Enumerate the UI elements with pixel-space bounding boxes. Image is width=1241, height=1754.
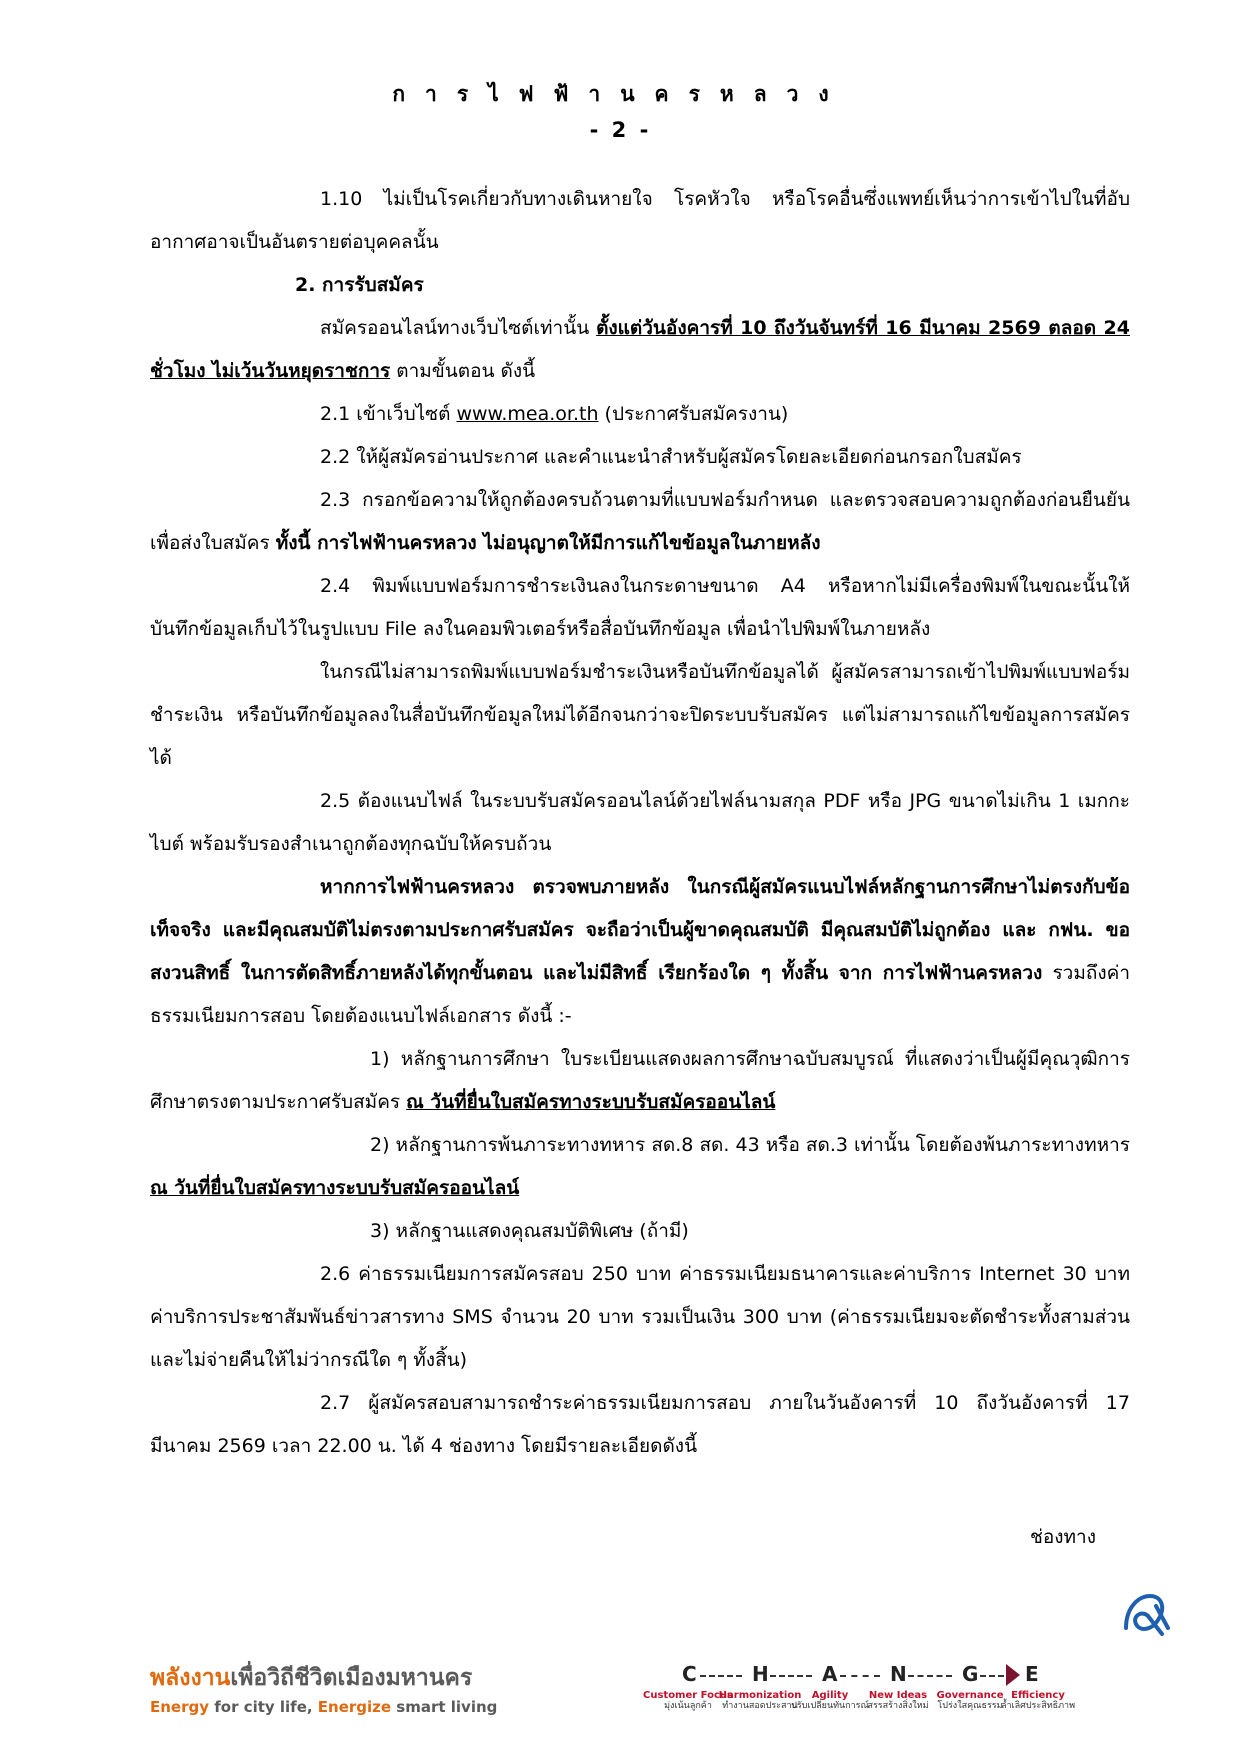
- doc-1-date: ณ วันที่ยื่นใบสมัครทางระบบรับสมัครออนไลน์: [406, 1091, 776, 1113]
- slogan-thai: [150, 1660, 497, 1696]
- application-period: ตั้งแต่วันอังคารที่ 10 ถึงวันจันทร์ที่ 16 มีนาคม 2569 ตลอด 24 ชั่วโมง ไม่เว้นวันหยุดราชการ: [150, 317, 1130, 382]
- dash-line: [770, 1675, 812, 1677]
- slogan-english: [150, 1698, 497, 1716]
- value-th: ทำงานสอดประสาน: [722, 1701, 798, 1711]
- slogan-th-highlight: พลังงาน: [150, 1665, 231, 1691]
- value-en: Agility: [811, 1690, 849, 1701]
- slogan-en-3: Energize: [317, 1698, 392, 1716]
- section-2-intro: [150, 307, 1130, 393]
- slogan-en-2: for city life,: [209, 1698, 318, 1716]
- change-values-banner: [643, 1662, 1130, 1742]
- value-en: Customer Focus: [643, 1690, 733, 1701]
- step-2-3: [150, 479, 1130, 565]
- step-2-1-text: 2.1 เข้าเว็บไซต์: [320, 403, 457, 425]
- section-2-title: [150, 264, 1130, 307]
- change-letter-n: N: [890, 1662, 907, 1686]
- step-2-1: [150, 393, 1130, 436]
- value-th: ปรับเปลี่ยนทันการณ์: [791, 1701, 869, 1711]
- warning-bold: หากการไฟฟ้านครหลวง ตรวจพบภายหลัง ในกรณีผู้สมัครแนบไฟล์หลักฐานการศึกษาไม่ตรงกับข้อเท็จจริง และมีคุณสมบัติไม่ตรงตามประกาศรับสมัคร จะถือว่าเป็นผู้ขาดคุณสมบัติ มีคุณสมบัติไม่ถูกต้อง และ กฟน. ขอสงวนสิทธิ์ ในการตัดสิทธิ์ภายหลังได้ทุกขั้นตอน และไม่มีสิทธิ์ เรียกร้องใด ๆ ทั้งสิ้น จาก การไฟฟ้านครหลวง: [150, 876, 1130, 984]
- step-2-3-text: 2.3 กรอกข้อความให้ถูกต้องครบถ้วนตามที่แบบฟอร์มกำหนด และตรวจสอบความถูกต้องก่อนยืนยัน เพื่อส่งใบสมัคร: [150, 489, 1130, 554]
- step-2-6: 2.6 ค่าธรรมเนียมการสมัครสอบ 250 บาท ค่าธรรมเนียมธนาคารและค่าบริการ Internet 30 บาท ค่าบริการประชาสัมพันธ์ข่าวสารทาง SMS จำนวน 20 บาท รวมเป็นเงิน 300 บาท (ค่าธรรมเนียมจะตัดชำระทั้งสามส่วนและไม่จ่ายคืนให้ไม่ว่ากรณีใด ๆ ทั้งสิ้น): [150, 1263, 1130, 1371]
- organization-header: การไฟฟ้านครหลวง: [392, 82, 849, 106]
- value-th: โปร่งใสคุณธรรม: [937, 1701, 1003, 1711]
- page-number: - 2 -: [589, 118, 652, 142]
- slogan-en-1: Energy: [150, 1698, 210, 1716]
- required-doc-2: [150, 1124, 1130, 1210]
- warning-tail: รวมถึงค่าธรรมเนียมการสอบ โดยต้องแนบไฟล์เอกสาร ดังนี้ :-: [150, 962, 1130, 1027]
- doc-1-text: 1) หลักฐานการศึกษา ใบระเบียนแสดงผลการศึกษาฉบับสมบูรณ์ ที่แสดงว่าเป็นผู้มีคุณวุฒิการศึกษาตรงตามประกาศรับสมัคร: [150, 1048, 1130, 1113]
- section-title-text: 2. การรับสมัคร: [295, 274, 424, 296]
- slogan-en-4: smart living: [391, 1698, 498, 1716]
- dash-line: [700, 1675, 742, 1677]
- mea-website-link[interactable]: www.mea.or.th: [456, 403, 599, 425]
- slogan-th-rest: เพื่อวิถีชีวิตเมืองมหานคร: [230, 1665, 473, 1691]
- step-2-2: 2.2 ให้ผู้สมัครอ่านประกาศ และคำแนะนำสำหรับผู้สมัครโดยละเอียดก่อนกรอกใบสมัคร: [320, 446, 1022, 468]
- step-2-4: 2.4 พิมพ์แบบฟอร์มการชำระเงินลงในกระดาษขนาด A4 หรือหากไม่มีเครื่องพิมพ์ในขณะนั้นให้บันทึกข้อมูลเก็บไว้ในรูปแบบ File ลงในคอมพิวเตอร์หรือสื่อบันทึกข้อมูล เพื่อนำไปพิมพ์ในภายหลัง: [150, 575, 1130, 640]
- value-th: สรรสร้างสิ่งใหม่: [867, 1701, 929, 1711]
- value-en: Efficiency: [1011, 1690, 1065, 1701]
- value-en: Harmonization: [718, 1690, 802, 1701]
- value-th: ล้ำเลิศประสิทธิภาพ: [1000, 1701, 1076, 1711]
- value-en: New Ideas: [868, 1690, 928, 1701]
- doc-2-date: ณ วันที่ยื่นใบสมัครทางระบบรับสมัครออนไลน์: [150, 1177, 520, 1199]
- change-letter-e: E: [1025, 1662, 1039, 1686]
- value-th: มุ่งเน้นลูกค้า: [664, 1701, 712, 1711]
- mea-logo-icon: [1118, 1588, 1174, 1644]
- footer-slogan: [150, 1660, 497, 1716]
- required-doc-3: 3) หลักฐานแสดงคุณสมบัติพิเศษ (ถ้ามี): [370, 1220, 689, 1242]
- dash-line: [840, 1675, 880, 1677]
- arrow-icon: [1006, 1664, 1020, 1686]
- no-edit-notice: ทั้งนี้ การไฟฟ้านครหลวง ไม่อนุญาตให้มีการแก้ไขข้อมูลในภายหลัง: [275, 532, 821, 554]
- value-efficiency: [993, 1690, 1083, 1712]
- document-body: [150, 178, 1130, 1468]
- change-letters: [670, 1662, 1130, 1690]
- change-letter-h: H: [752, 1662, 769, 1686]
- paragraph-1-10: 1.10 ไม่เป็นโรคเกี่ยวกับทางเดินหายใจ โรคหัวใจ หรือโรคอื่นซึ่งแพทย์เห็นว่าการเข้าไปในที่อับอากาศอาจเป็นอันตรายต่อบุคคลนั้น: [150, 188, 1130, 253]
- change-letter-c: C: [682, 1662, 697, 1686]
- intro-part-a: สมัครออนไลน์ทางเว็บไซต์เท่านั้น: [320, 317, 597, 339]
- step-2-5-warning: [150, 866, 1130, 1038]
- change-letter-g: G: [962, 1662, 979, 1686]
- continued-word: ช่องทาง: [1029, 1526, 1096, 1548]
- required-doc-1: [150, 1038, 1130, 1124]
- value-en: Governance: [936, 1690, 1004, 1701]
- step-2-7: 2.7 ผู้สมัครสอบสามารถชำระค่าธรรมเนียมการสอบ ภายในวันอังคารที่ 10 ถึงวันอังคารที่ 17 มีนาคม 2569 เวลา 22.00 น. ได้ 4 ช่องทาง โดยมีรายละเอียดดังนี้: [150, 1392, 1130, 1457]
- step-2-4-note: ในกรณีไม่สามารถพิมพ์แบบฟอร์มชำระเงินหรือบันทึกข้อมูลได้ ผู้สมัครสามารถเข้าไปพิมพ์แบบฟอร์มชำระเงิน หรือบันทึกข้อมูลลงในสื่อบันทึกข้อมูลใหม่ได้อีกจนกว่าจะปิดระบบรับสมัคร แต่ไม่สามารถแก้ไขข้อมูลการสมัครได้: [150, 661, 1130, 769]
- dash-line: [980, 1675, 1004, 1677]
- step-2-1-suffix: (ประกาศรับสมัครงาน): [598, 403, 789, 425]
- intro-part-c: ตามขั้นตอน ดังนี้: [390, 360, 536, 382]
- step-2-5: 2.5 ต้องแนบไฟล์ ในระบบรับสมัครออนไลน์ด้วยไฟล์นามสกุล PDF หรือ JPG ขนาดไม่เกิน 1 เมกกะไบต์ พร้อมรับรองสำเนาถูกต้องทุกฉบับให้ครบถ้วน: [150, 790, 1130, 855]
- doc-2-text: 2) หลักฐานการพ้นภาระทางทหาร สด.8 สด. 43 หรือ สด.3 เท่านั้น โดยต้องพ้นภาระทางทหาร: [370, 1134, 1130, 1156]
- dash-line: [908, 1675, 952, 1677]
- change-letter-a: A: [822, 1662, 838, 1686]
